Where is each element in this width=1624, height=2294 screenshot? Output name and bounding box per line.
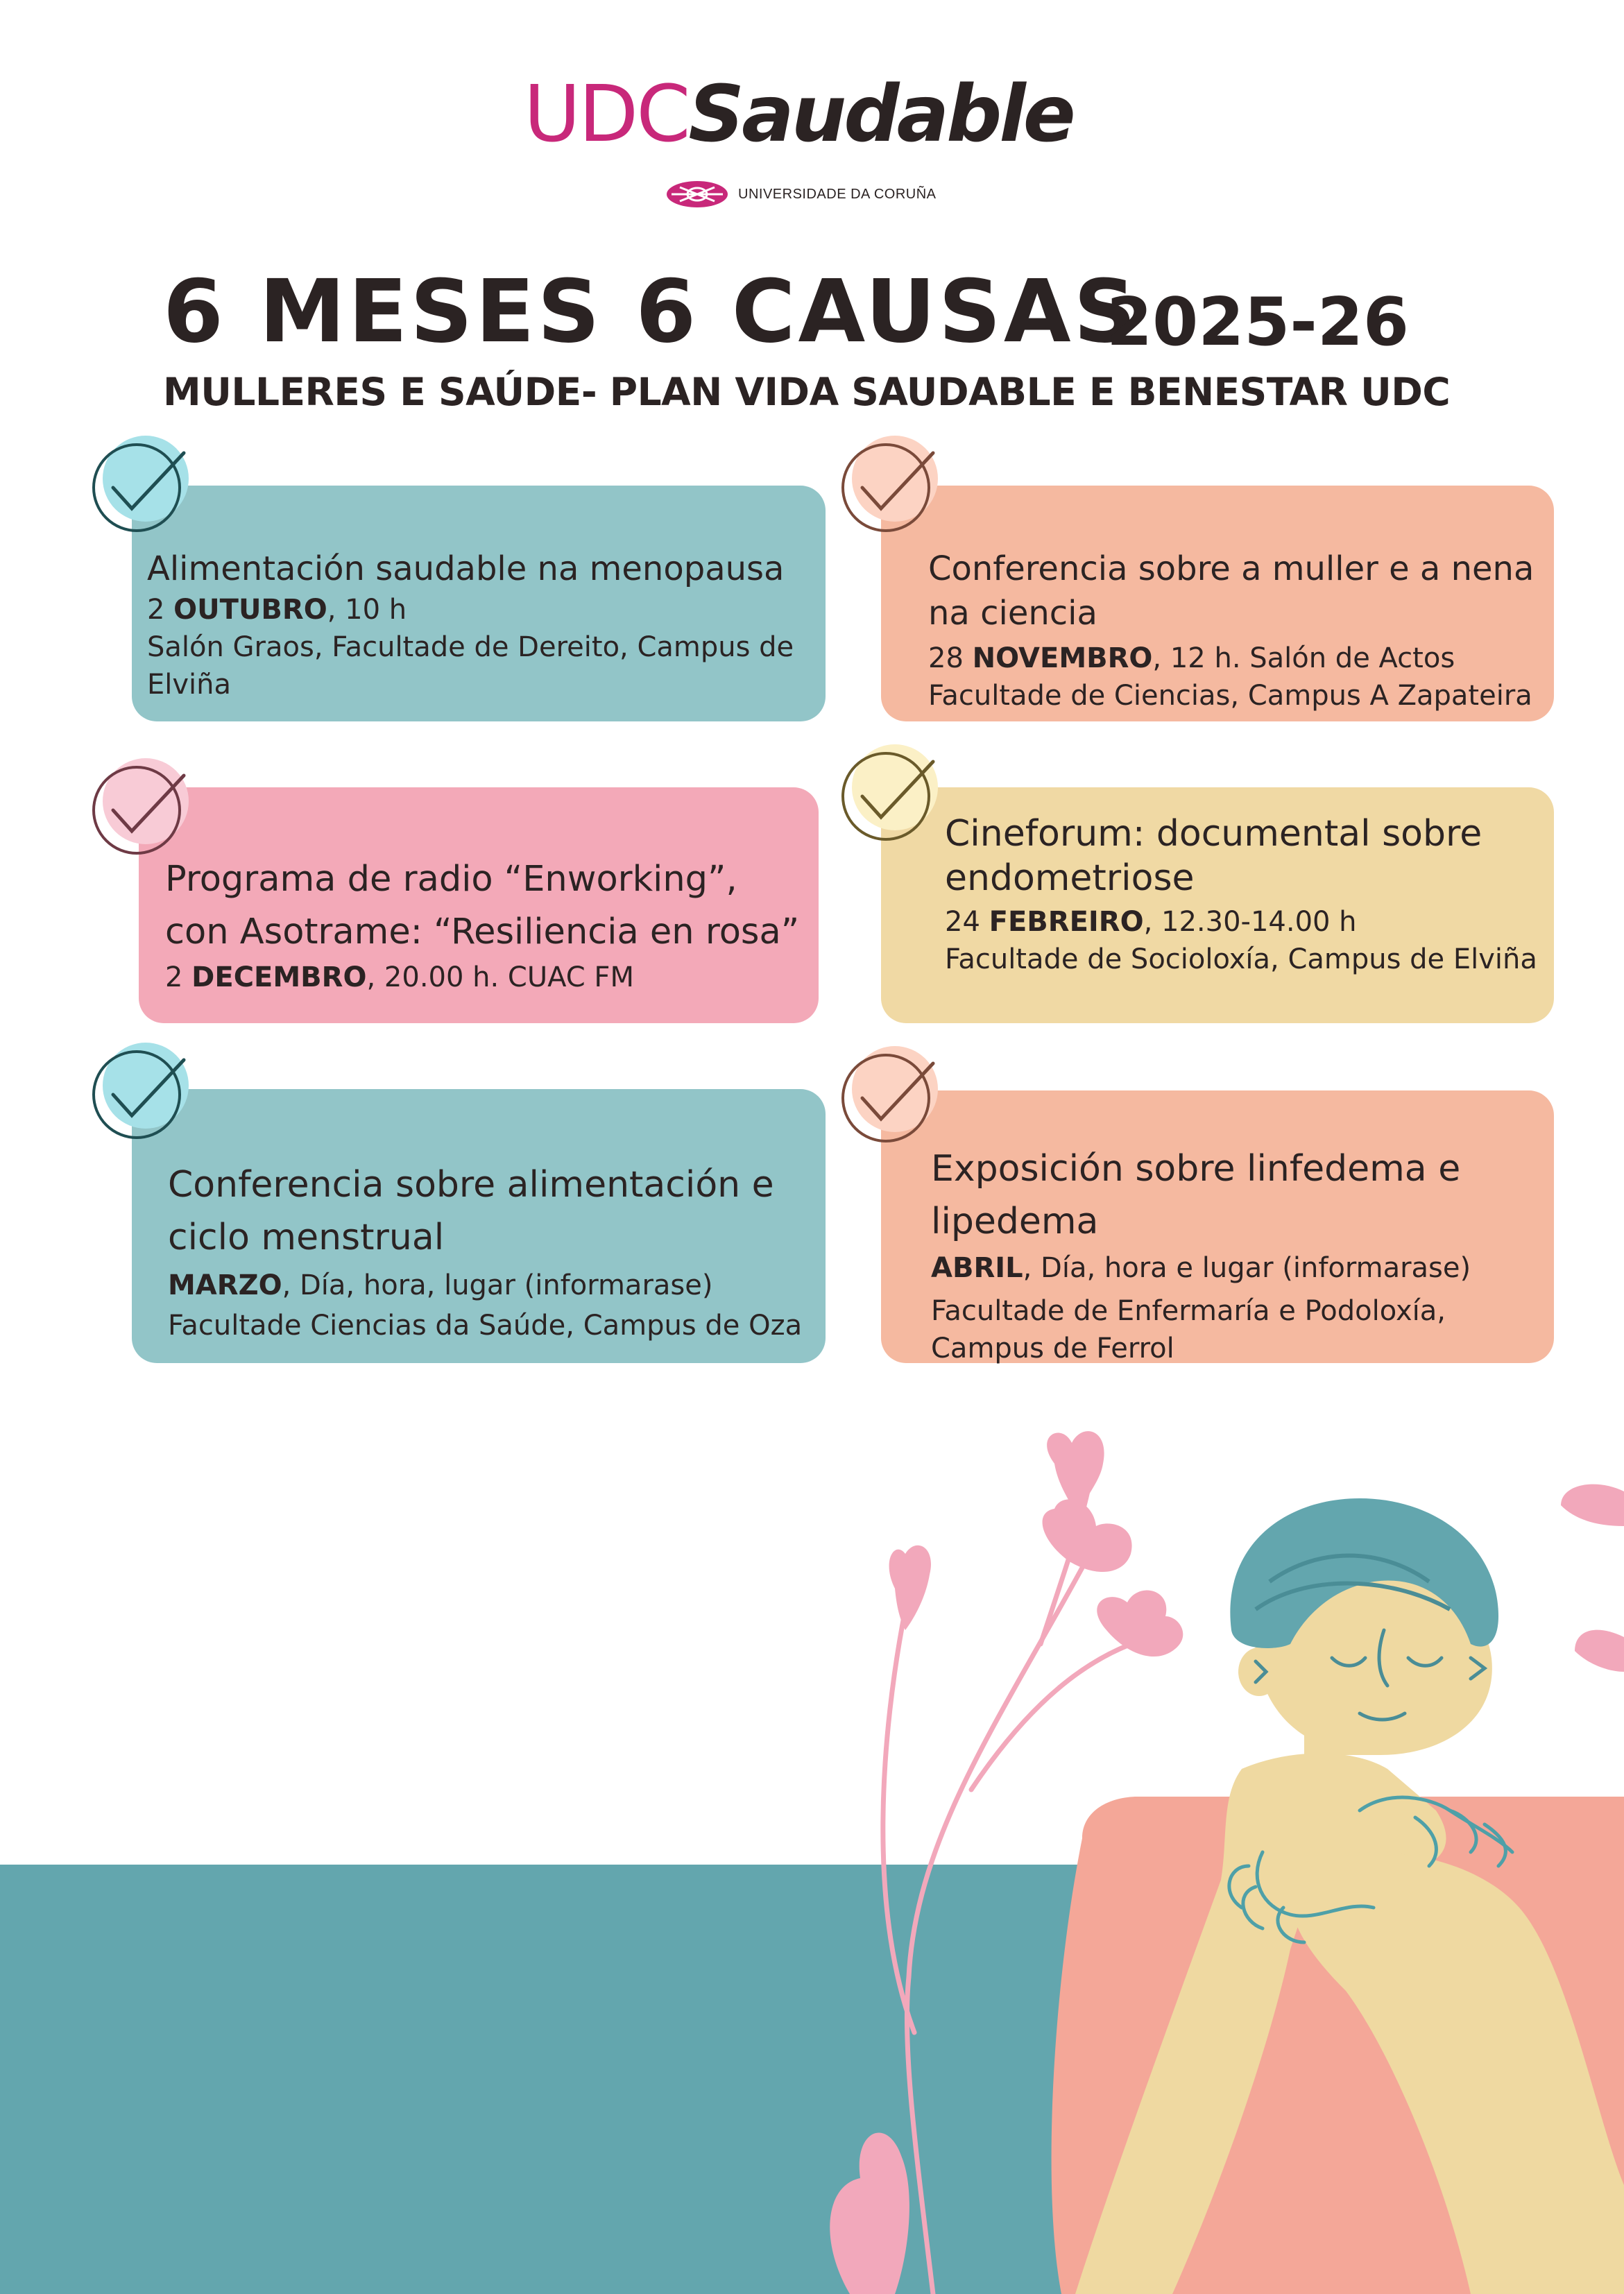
check-icon <box>87 434 191 538</box>
page-year: 2025-26 <box>1106 284 1410 361</box>
check-icon <box>836 434 940 538</box>
check-icon <box>87 1041 191 1145</box>
event-card-february <box>881 787 1554 1023</box>
event-date: 28 NOVEMBRO, 12 h. Salón de Actos <box>928 642 1455 674</box>
check-icon <box>836 742 940 846</box>
event-title: Exposición sobre linfedema e lipedema <box>931 1148 1461 1242</box>
event-title: Conferencia sobre a muller e a nena na ciencia <box>928 549 1535 633</box>
event-title: Programa de radio “Enworking”, con Asotrame: “Resiliencia en rosa” <box>165 859 800 952</box>
university-logo <box>666 177 937 212</box>
event-date: MARZO, Día, hora, lugar (informarase) <box>168 1269 713 1301</box>
page-title: 6 MESES 6 CAUSAS <box>163 262 1139 362</box>
event-title: Conferencia sobre alimentación e ciclo menstrual <box>168 1164 774 1258</box>
event-place: Facultade Ciencias da Saúde, Campus de Oza <box>168 1310 803 1342</box>
page-subtitle: MULLERES E SAÚDE- PLAN VIDA SAUDABLE E BENESTAR UDC <box>163 370 1451 414</box>
event-date: 24 FEBREIRO, 12.30-14.00 h <box>945 906 1357 938</box>
event-place: Salón Graos, Facultade de Dereito, Campus de Elviña <box>147 631 794 701</box>
event-place: Facultade de Enfermaría e Podoloxía, Campus de Ferrol <box>931 1295 1446 1364</box>
woman-with-flowers-illustration <box>0 1422 1624 2294</box>
event-date: 2 OUTUBRO, 10 h <box>147 594 407 626</box>
event-card-october <box>132 486 826 721</box>
event-date: ABRIL, Día, hora e lugar (informarase) <box>931 1252 1471 1284</box>
event-card-december <box>139 787 819 1023</box>
event-place: Facultade de Socioloxía, Campus de Elviña <box>945 943 1537 975</box>
udc-saudable-logo <box>524 69 1113 160</box>
logo-udc-text: UDC <box>524 69 689 160</box>
logo-saudable-text: Saudable <box>688 69 1073 160</box>
event-title: Cineforum: documental sobre endometriose <box>945 813 1482 899</box>
event-title: Alimentación saudable na menopausa <box>147 549 785 588</box>
event-date: 2 DECEMBRO, 20.00 h. CUAC FM <box>165 961 634 993</box>
check-icon <box>87 756 191 860</box>
university-emblem-icon <box>666 180 728 208</box>
check-icon <box>836 1044 940 1148</box>
event-card-november <box>881 486 1554 721</box>
event-place: Facultade de Ciencias, Campus A Zapateira <box>928 680 1532 712</box>
event-card-march <box>132 1089 826 1363</box>
event-card-april <box>881 1090 1554 1363</box>
university-name: UNIVERSIDADE DA CORUÑA <box>738 186 937 202</box>
